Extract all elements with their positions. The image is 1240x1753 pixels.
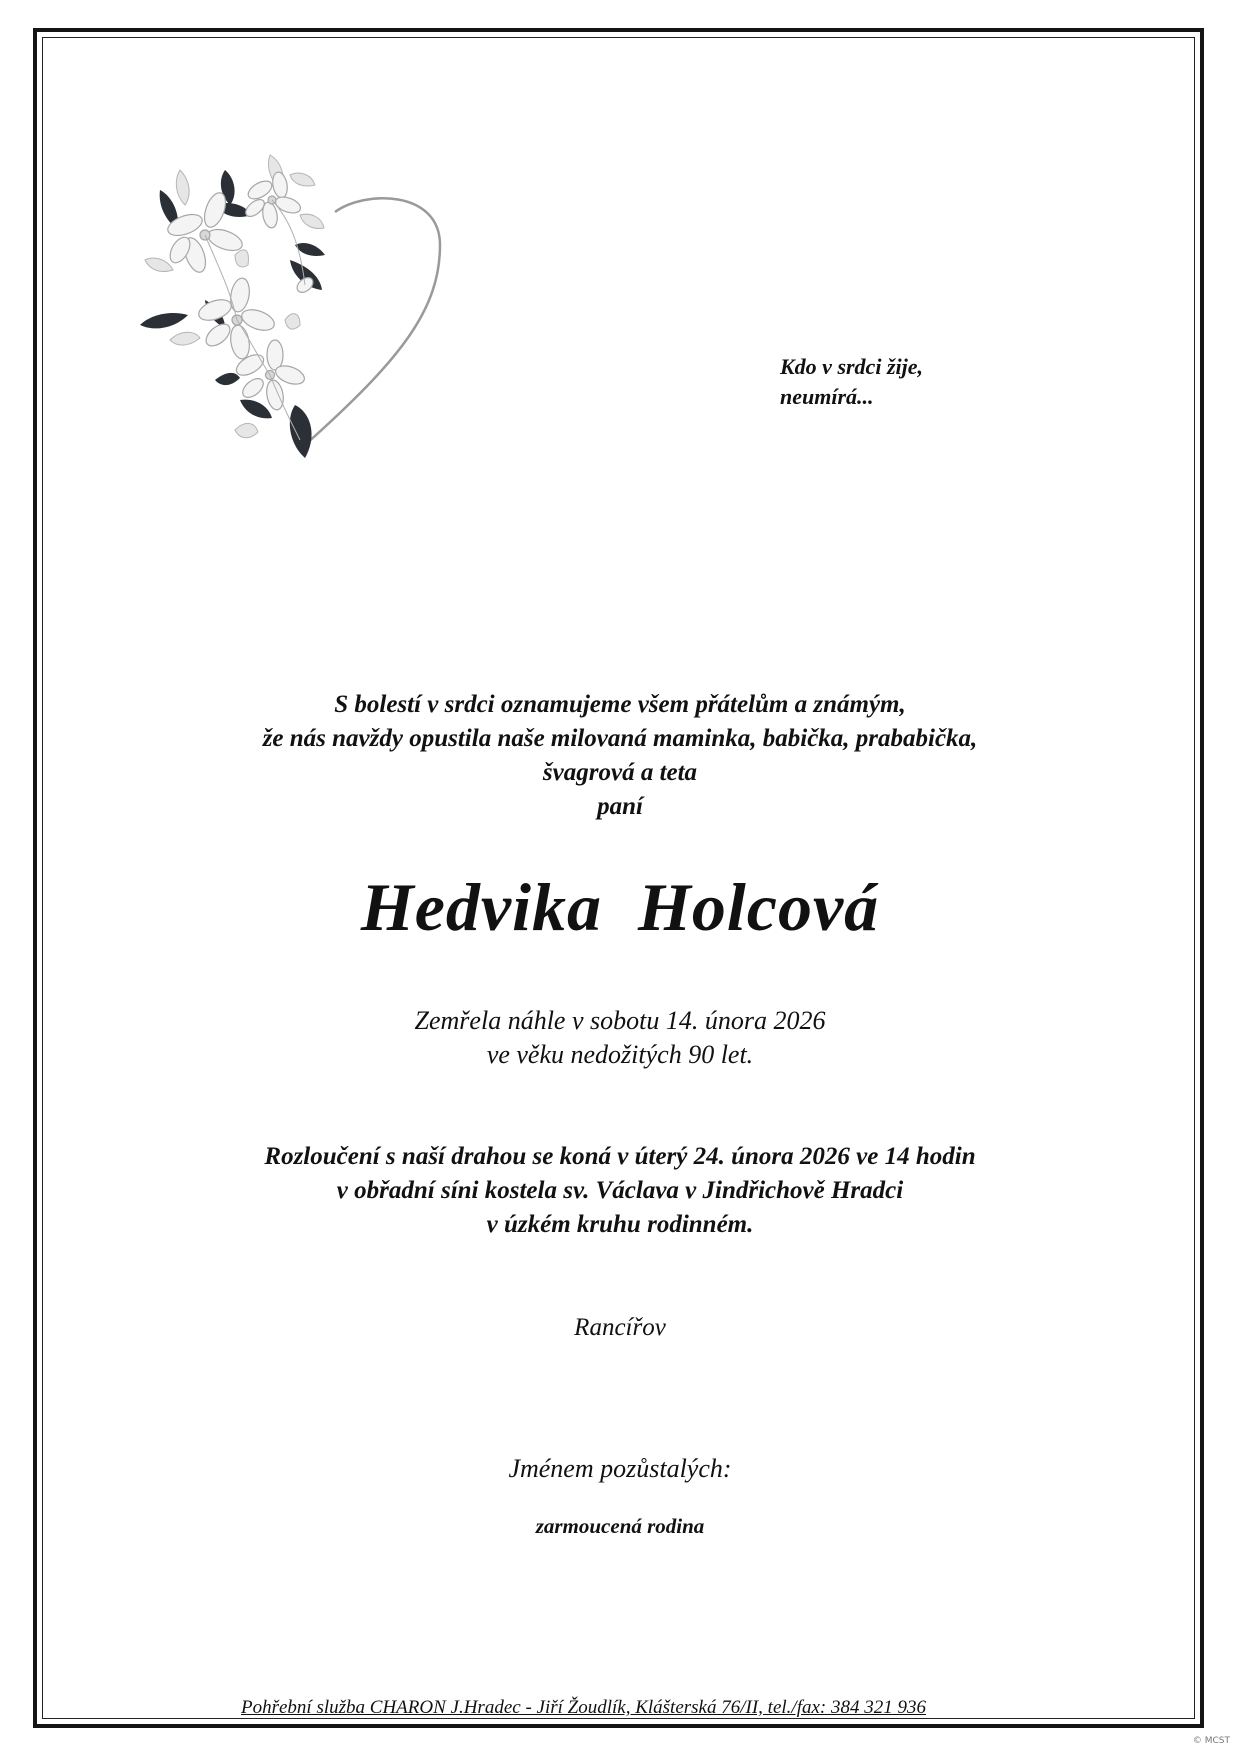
announcement-line-2: že nás navždy opustila naše milovaná maminka, babička, prababička, [262, 725, 978, 752]
farewell-info [0, 1140, 1240, 1242]
announcement [0, 688, 1240, 824]
place-name: Rancířov [574, 1314, 666, 1341]
funeral-service-footer: Pohřební služba CHARON J.Hradec - Jiří Žoudlík, Klášterská 76/II, tel./fax: 384 321 936 [241, 1697, 926, 1718]
flower-heart-icon [140, 150, 500, 520]
motto-line-1: Kdo v srdci žije, [780, 354, 923, 379]
signature: zarmoucená rodina [535, 1514, 705, 1538]
farewell-line-3: v úzkém kruhu rodinném. [486, 1211, 754, 1238]
on-behalf-label: Jménem pozůstalých: [508, 1454, 732, 1483]
announcement-line-4: paní [597, 793, 643, 820]
deceased-name: Hedvika Holcová [360, 869, 880, 945]
announcement-line-3: švagrová a teta [542, 759, 698, 786]
death-notice-line-2: ve věku nedožitých 90 let. [486, 1040, 754, 1069]
motto [780, 352, 923, 412]
announcement-line-1: S bolestí v srdci oznamujeme všem přátelům a známým, [334, 691, 906, 718]
death-notice-line-1: Zemřela náhle v sobotu 14. února 2026 [414, 1006, 826, 1035]
motto-line-2: neumírá... [780, 384, 874, 409]
farewell-line-1: Rozloučení s naší drahou se koná v úterý 24. února 2026 ve 14 hodin [264, 1143, 976, 1170]
copyright-mark: © MCST [1192, 1736, 1230, 1746]
farewell-line-2: v obřadní síni kostela sv. Václava v Jindřichově Hradci [336, 1177, 904, 1204]
death-notice [0, 1004, 1240, 1072]
